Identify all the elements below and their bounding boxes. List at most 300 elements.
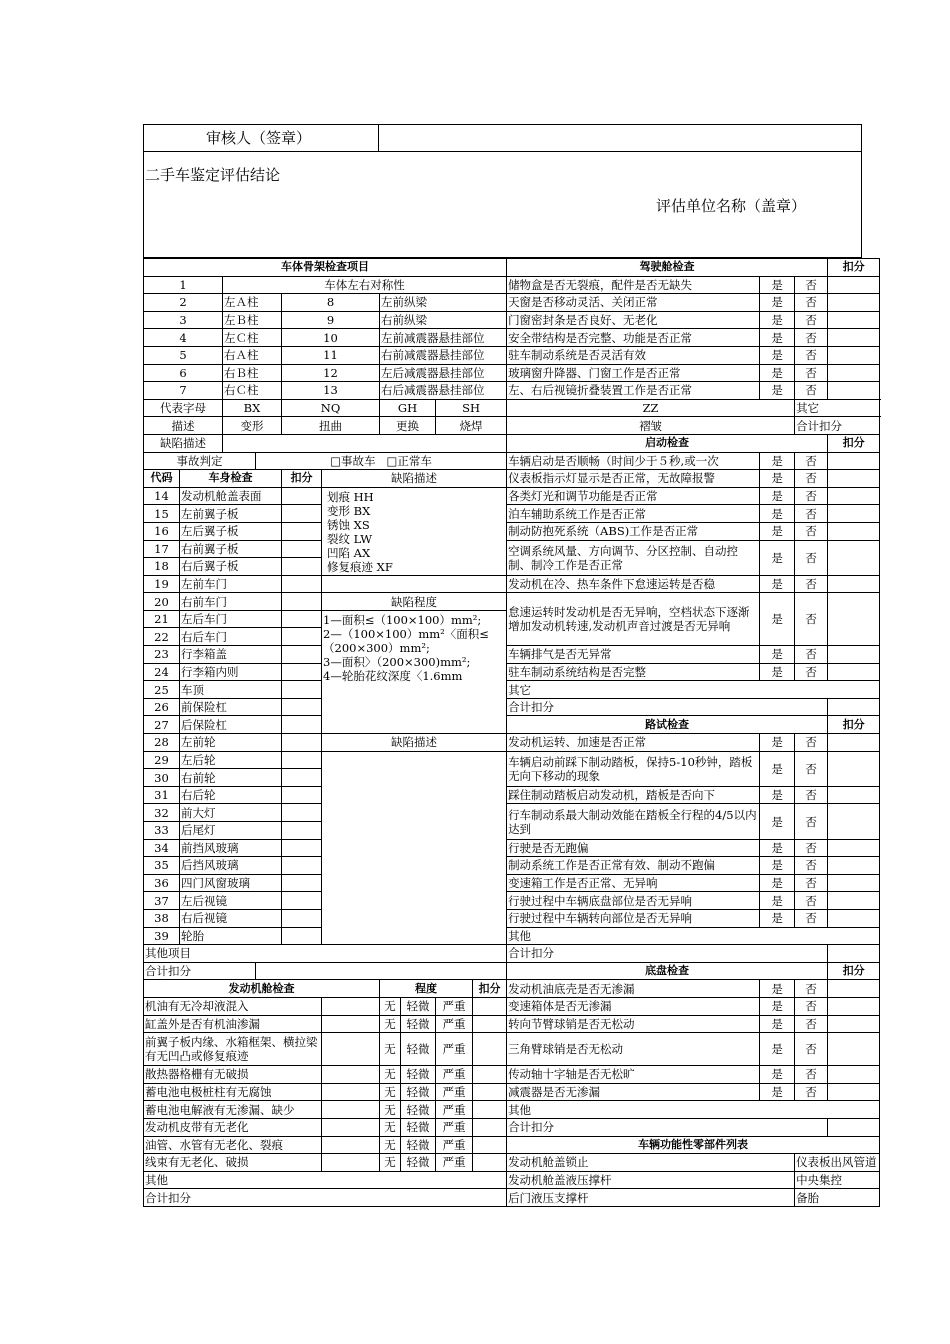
no-option: 否 <box>795 980 828 998</box>
engine-row <box>144 1136 880 1154</box>
body-row <box>144 874 880 892</box>
road-item: 行驶过程中车辆转向部位是否无异响 <box>507 909 760 927</box>
yes-option: 是 <box>760 751 795 786</box>
no-option: 否 <box>795 1033 828 1066</box>
frame-number: 13 <box>282 382 380 400</box>
engine-row <box>144 1066 880 1084</box>
deduct-cell <box>828 470 880 488</box>
engine-row <box>144 1154 880 1172</box>
severity-heavy: 严重 <box>436 1066 473 1084</box>
severity-heavy: 严重 <box>436 1083 473 1101</box>
deduct-cell <box>828 980 880 998</box>
severity-none: 无 <box>380 1101 401 1119</box>
body-code: 22 <box>144 628 180 646</box>
part-item: 发动机舱盖锁止 <box>507 1154 795 1172</box>
normal-option[interactable]: □正常车 <box>386 453 432 468</box>
deduct-cell <box>828 382 880 400</box>
desc-item: 扭曲 <box>282 417 380 435</box>
no-option: 否 <box>795 575 828 593</box>
start-item: 车辆启动是否顺畅（时间少于５秒,或一次 <box>507 452 760 470</box>
severity-light: 轻微 <box>401 1136 436 1154</box>
body-row <box>144 646 880 664</box>
engine-other: 其他 <box>144 1171 507 1189</box>
code-letter: GH <box>380 399 436 417</box>
body-row <box>144 522 880 540</box>
start-item: 仪表板指示灯显示是否正常，无故障报警 <box>507 470 760 488</box>
engine-deduct <box>473 1033 507 1066</box>
no-option: 否 <box>795 329 828 347</box>
defect-type-list <box>322 487 507 575</box>
code-row <box>144 399 880 417</box>
engine-deduct <box>473 1154 507 1172</box>
frame-row <box>144 294 880 312</box>
reviewer-label: 审核人（签章） <box>144 125 379 151</box>
deduct-cell <box>828 1118 880 1136</box>
body-item: 左前车门 <box>180 575 282 593</box>
road-item: 踩住制动踏板启动发动机，踏板是否向下 <box>507 786 760 804</box>
defect-desc-blank <box>322 751 507 945</box>
code-letter: ZZ <box>507 399 795 417</box>
yes-option: 是 <box>760 909 795 927</box>
road-other: 其他 <box>507 927 880 945</box>
degree-header: 程度 <box>380 980 473 998</box>
assessment-unit-label: 评估单位名称（盖章） <box>656 197 807 215</box>
body-row <box>144 839 880 857</box>
no-option: 否 <box>795 874 828 892</box>
defect-type: 锈蚀 XS <box>327 517 370 532</box>
severity-heavy: 严重 <box>436 1154 473 1172</box>
deduct-cell <box>828 945 880 963</box>
deduct-cell <box>828 487 880 505</box>
body-item: 左前翼子板 <box>180 505 282 523</box>
deduct-cell <box>828 751 880 786</box>
body-row <box>144 540 880 558</box>
body-deduct <box>282 927 322 945</box>
engine-item: 油管、水管有无老化、裂痕 <box>144 1136 322 1154</box>
no-option: 否 <box>795 646 828 664</box>
body-code: 18 <box>144 558 180 576</box>
blank-cell <box>322 1083 380 1101</box>
cockpit-item: 天窗是否移动灵活、关闭正常 <box>507 294 760 312</box>
blank-cell <box>322 1066 380 1084</box>
severity-heavy: 严重 <box>436 1118 473 1136</box>
body-deduct <box>282 734 322 752</box>
blank-cell <box>322 1015 380 1033</box>
defect-type: 裂纹 LW <box>327 531 373 546</box>
engine-total: 合计扣分 <box>144 1189 507 1207</box>
yes-option: 是 <box>760 540 795 575</box>
severity-light: 轻微 <box>401 1154 436 1172</box>
yes-option: 是 <box>760 364 795 382</box>
frame-item: 左后减震器悬挂部位 <box>380 364 507 382</box>
body-row <box>144 505 880 523</box>
no-option: 否 <box>795 294 828 312</box>
frame-number: 5 <box>144 346 223 364</box>
defect-type: 变形 BX <box>327 503 371 518</box>
body-row <box>144 786 880 804</box>
deduct-cell <box>828 804 880 839</box>
deduct-cell <box>828 575 880 593</box>
body-row <box>144 909 880 927</box>
body-code: 25 <box>144 681 180 699</box>
yes-option: 是 <box>760 857 795 875</box>
frame-row <box>144 382 880 400</box>
frame-header: 车体骨架检查项目 <box>144 259 507 277</box>
yes-option: 是 <box>760 452 795 470</box>
body-deduct <box>282 698 322 716</box>
body-code: 36 <box>144 874 180 892</box>
section-header-row <box>144 259 880 277</box>
body-deduct <box>282 804 322 822</box>
yes-option: 是 <box>760 382 795 400</box>
body-row <box>144 892 880 910</box>
engine-item: 蓄电池电解液有无渗漏、缺少 <box>144 1101 322 1119</box>
no-option: 否 <box>795 505 828 523</box>
body-deduct <box>282 610 322 628</box>
no-option: 否 <box>795 804 828 839</box>
deduct-cell <box>828 1015 880 1033</box>
body-code: 21 <box>144 610 180 628</box>
road-item: 发动机运转、加速是否正常 <box>507 734 760 752</box>
body-deduct <box>282 839 322 857</box>
deduct-cell <box>828 786 880 804</box>
deduct-header: 扣分 <box>828 962 880 980</box>
code-letter: NQ <box>282 399 380 417</box>
body-row <box>144 927 880 945</box>
severity-none: 无 <box>380 1136 401 1154</box>
no-option: 否 <box>795 1083 828 1101</box>
code-letter: BX <box>223 399 282 417</box>
defect-type: 修复痕迹 XF <box>327 559 393 574</box>
no-option: 否 <box>795 734 828 752</box>
severity-heavy: 严重 <box>436 1033 473 1066</box>
body-item: 右后车门 <box>180 628 282 646</box>
degree-item: （200×300）mm²; <box>323 640 430 655</box>
severity-none: 无 <box>380 1033 401 1066</box>
body-deduct <box>282 786 322 804</box>
engine-item: 机油有无冷却液混入 <box>144 997 322 1015</box>
body-row <box>144 487 880 505</box>
chassis-item: 变速箱体是否无渗漏 <box>507 997 760 1015</box>
chassis-total: 合计扣分 <box>507 1118 828 1136</box>
body-item: 车顶 <box>180 681 282 699</box>
start-item: 制动防抱死系统（ABS)工作是否正常 <box>507 522 760 540</box>
no-option: 否 <box>795 470 828 488</box>
engine-item: 线束有无老化、破损 <box>144 1154 322 1172</box>
deduct-cell <box>828 663 880 681</box>
yes-option: 是 <box>760 980 795 998</box>
body-code: 32 <box>144 804 180 822</box>
frame-number: 1 <box>144 276 223 294</box>
other-items-row <box>144 945 880 963</box>
defect-degree-header: 缺陷程度 <box>322 593 507 611</box>
frame-item: 右Ａ柱 <box>223 346 282 364</box>
body-row <box>144 698 880 716</box>
chassis-item: 三角臂球销是否无松动 <box>507 1033 760 1066</box>
deduct-header: 扣分 <box>828 434 880 452</box>
deduct-cell <box>828 698 880 716</box>
cockpit-item: 左、右后视镜折叠装置工作是否正常 <box>507 382 760 400</box>
yes-option: 是 <box>760 804 795 839</box>
yes-option: 是 <box>760 487 795 505</box>
engine-deduct <box>473 1101 507 1119</box>
other-items-label: 其他项目 <box>144 945 507 963</box>
body-item: 右前车门 <box>180 593 282 611</box>
body-row <box>144 857 880 875</box>
yes-option: 是 <box>760 663 795 681</box>
start-header: 启动检查 <box>507 434 828 452</box>
deduct-cell <box>828 909 880 927</box>
body-deduct <box>282 751 322 769</box>
road-item: 制动系统工作是否正常有效、制动不跑偏 <box>507 857 760 875</box>
engine-row <box>144 1033 880 1066</box>
body-deduct <box>282 540 322 558</box>
deduct-cell <box>828 1083 880 1101</box>
no-option: 否 <box>795 751 828 786</box>
road-item: 车辆启动前踩下制动踏板，保持5-10秒钟，踏板无向下移动的现象 <box>507 751 760 786</box>
body-item: 发动机舱盖表面 <box>180 487 282 505</box>
severity-heavy: 严重 <box>436 997 473 1015</box>
body-deduct <box>282 892 322 910</box>
body-code: 34 <box>144 839 180 857</box>
cockpit-item: 门窗密封条是否良好、无老化 <box>507 311 760 329</box>
deduct-cell <box>828 874 880 892</box>
body-item: 四门风窗玻璃 <box>180 874 282 892</box>
no-option: 否 <box>795 892 828 910</box>
conclusion-label: 二手车鉴定评估结论 <box>145 166 281 184</box>
body-deduct <box>282 558 322 576</box>
start-total: 合计扣分 <box>507 698 828 716</box>
desc-item: 更换 <box>380 417 436 435</box>
frame-item: 右前纵梁 <box>380 311 507 329</box>
frame-item: 右前减震器悬挂部位 <box>380 346 507 364</box>
blank-cell <box>322 1033 380 1066</box>
body-code: 29 <box>144 751 180 769</box>
body-item: 前保险杠 <box>180 698 282 716</box>
engine-item: 蓄电池电极桩柱有无腐蚀 <box>144 1083 322 1101</box>
no-option: 否 <box>795 909 828 927</box>
engine-item: 发动机皮带有无老化 <box>144 1118 322 1136</box>
body-row <box>144 663 880 681</box>
deduct-cell <box>828 892 880 910</box>
severity-heavy: 严重 <box>436 1101 473 1119</box>
no-option: 否 <box>795 522 828 540</box>
yes-option: 是 <box>760 593 795 646</box>
body-row <box>144 681 880 699</box>
defect-type: 划痕 HH <box>327 489 374 504</box>
no-option: 否 <box>795 311 828 329</box>
body-deduct <box>282 663 322 681</box>
engine-deduct <box>473 1015 507 1033</box>
deduct-cell <box>828 294 880 312</box>
body-deduct <box>282 681 322 699</box>
severity-heavy: 严重 <box>436 1015 473 1033</box>
body-code: 27 <box>144 716 180 734</box>
body-item: 右前翼子板 <box>180 540 282 558</box>
frame-row <box>144 311 880 329</box>
frame-row <box>144 329 880 347</box>
degree-item: 1—面积≤（100×100）mm²; <box>323 612 482 627</box>
body-item: 行李箱内则 <box>180 663 282 681</box>
severity-none: 无 <box>380 1083 401 1101</box>
body-code: 15 <box>144 505 180 523</box>
frame-number: 4 <box>144 329 223 347</box>
parts-header: 车辆功能性零部件列表 <box>507 1136 880 1154</box>
frame-item: 右后减震器悬挂部位 <box>380 382 507 400</box>
severity-none: 无 <box>380 1066 401 1084</box>
body-code: 23 <box>144 646 180 664</box>
deduct-header: 扣分 <box>473 980 507 998</box>
no-option: 否 <box>795 997 828 1015</box>
body-row <box>144 751 880 769</box>
accident-options <box>256 452 507 470</box>
body-row <box>144 593 880 611</box>
deduct-cell <box>828 734 880 752</box>
body-code: 19 <box>144 575 180 593</box>
frame-number: 10 <box>282 329 380 347</box>
severity-light: 轻微 <box>401 1101 436 1119</box>
desc-item: 褶皱 <box>507 417 795 435</box>
deduct-cell <box>828 540 880 575</box>
defect-blank <box>223 434 507 452</box>
engine-row <box>144 1189 880 1207</box>
degree-item: 3—面积〉（200×300)mm²; <box>323 654 471 669</box>
cockpit-item: 安全带结构是否完整、功能是否正常 <box>507 329 760 347</box>
engine-deduct <box>473 1066 507 1084</box>
no-option: 否 <box>795 593 828 646</box>
start-item: 车辆排气是否无异常 <box>507 646 760 664</box>
chassis-item: 发动机油底壳是否无渗漏 <box>507 980 760 998</box>
chassis-other: 其他 <box>507 1101 880 1119</box>
no-option: 否 <box>795 452 828 470</box>
severity-none: 无 <box>380 1015 401 1033</box>
deduct-cell <box>828 593 880 646</box>
frame-number: 2 <box>144 294 223 312</box>
yes-option: 是 <box>760 346 795 364</box>
cockpit-header: 驾驶舱检查 <box>507 259 828 277</box>
frame-row <box>144 364 880 382</box>
engine-row <box>144 1083 880 1101</box>
blank-cell <box>322 1154 380 1172</box>
accident-option[interactable]: □事故车 <box>330 453 376 468</box>
start-item: 怠速运转时发动机是否无异响，空档状态下逐渐增加发动机转速,发动机声音过渡是否无异响 <box>507 593 760 646</box>
cockpit-item: 驻车制动系统是否灵活有效 <box>507 346 760 364</box>
no-option: 否 <box>795 839 828 857</box>
frame-number: 8 <box>282 294 380 312</box>
degree-item: 4—轮胎花纹深度〈1.6mm <box>323 668 463 683</box>
part-item: 发动机舱盖液压撑杆 <box>507 1171 795 1189</box>
body-row <box>144 734 880 752</box>
degree-item: 2—（100×100）mm²〈面积≤ <box>323 626 489 641</box>
body-code: 39 <box>144 927 180 945</box>
chassis-item: 转向节臂球销是否无松动 <box>507 1015 760 1033</box>
start-item: 空调系统风量、方向调节、分区控制、自动控制、制冷工作是否正常 <box>507 540 760 575</box>
body-item: 左后视镜 <box>180 892 282 910</box>
yes-option: 是 <box>760 892 795 910</box>
engine-deduct <box>473 997 507 1015</box>
cockpit-total: 合计扣分 <box>795 417 880 435</box>
yes-option: 是 <box>760 1066 795 1084</box>
body-code: 31 <box>144 786 180 804</box>
body-code: 37 <box>144 892 180 910</box>
deduct-header: 扣分 <box>282 470 322 488</box>
yes-option: 是 <box>760 997 795 1015</box>
defect-row <box>144 434 880 452</box>
deduct-cell <box>828 839 880 857</box>
code-header: 代码 <box>144 470 180 488</box>
frame-number: 11 <box>282 346 380 364</box>
body-code: 14 <box>144 487 180 505</box>
engine-row <box>144 1118 880 1136</box>
deduct-cell <box>828 346 880 364</box>
body-item: 左后车门 <box>180 610 282 628</box>
start-item: 发动机在冷、热车条件下怠速运转是否稳 <box>507 575 760 593</box>
body-code: 35 <box>144 857 180 875</box>
no-option: 否 <box>795 857 828 875</box>
yes-option: 是 <box>760 839 795 857</box>
engine-item: 缸盖外是否有机油渗漏 <box>144 1015 322 1033</box>
body-header: 车身检查 <box>180 470 282 488</box>
deduct-cell <box>828 1066 880 1084</box>
part-item: 备胎 <box>795 1189 880 1207</box>
body-item: 左后轮 <box>180 751 282 769</box>
body-deduct <box>282 646 322 664</box>
yes-option: 是 <box>760 734 795 752</box>
frame-item: 右Ｂ柱 <box>223 364 282 382</box>
frame-number: 7 <box>144 382 223 400</box>
blank-cell <box>322 997 380 1015</box>
body-item: 前挡风玻璃 <box>180 839 282 857</box>
body-deduct <box>282 857 322 875</box>
defect-label: 缺陷描述 <box>144 434 223 452</box>
severity-none: 无 <box>380 1118 401 1136</box>
blank-cell <box>322 1101 380 1119</box>
body-item: 右后轮 <box>180 786 282 804</box>
body-item: 后挡风玻璃 <box>180 857 282 875</box>
signature-block <box>143 124 862 258</box>
total-row <box>144 962 880 980</box>
body-code: 28 <box>144 734 180 752</box>
engine-bay-header: 发动机舱检查 <box>144 980 380 998</box>
severity-light: 轻微 <box>401 1118 436 1136</box>
road-item: 行驶过程中车辆底盘部位是否无异响 <box>507 892 760 910</box>
frame-row <box>144 346 880 364</box>
frame-item: 车体左右对称性 <box>223 276 507 294</box>
start-item: 驻车制动系统结构是否完整 <box>507 663 760 681</box>
body-row <box>144 716 880 734</box>
chassis-item: 传动轴十字轴是否无松旷 <box>507 1066 760 1084</box>
engine-row <box>144 1171 880 1189</box>
body-item: 左前轮 <box>180 734 282 752</box>
frame-number: 9 <box>282 311 380 329</box>
no-option: 否 <box>795 663 828 681</box>
body-deduct <box>282 505 322 523</box>
deduct-cell <box>828 452 880 470</box>
body-deduct <box>282 822 322 840</box>
frame-item: 左Ｃ柱 <box>223 329 282 347</box>
blank-cell <box>322 1136 380 1154</box>
part-item: 后门液压支撑杆 <box>507 1189 795 1207</box>
body-code: 16 <box>144 522 180 540</box>
body-code: 20 <box>144 593 180 611</box>
no-option: 否 <box>795 786 828 804</box>
yes-option: 是 <box>760 294 795 312</box>
deduct-cell <box>828 329 880 347</box>
body-deduct <box>282 593 322 611</box>
body-row <box>144 804 880 822</box>
body-total-blank <box>256 962 507 980</box>
part-item: 中央集控 <box>795 1171 880 1189</box>
